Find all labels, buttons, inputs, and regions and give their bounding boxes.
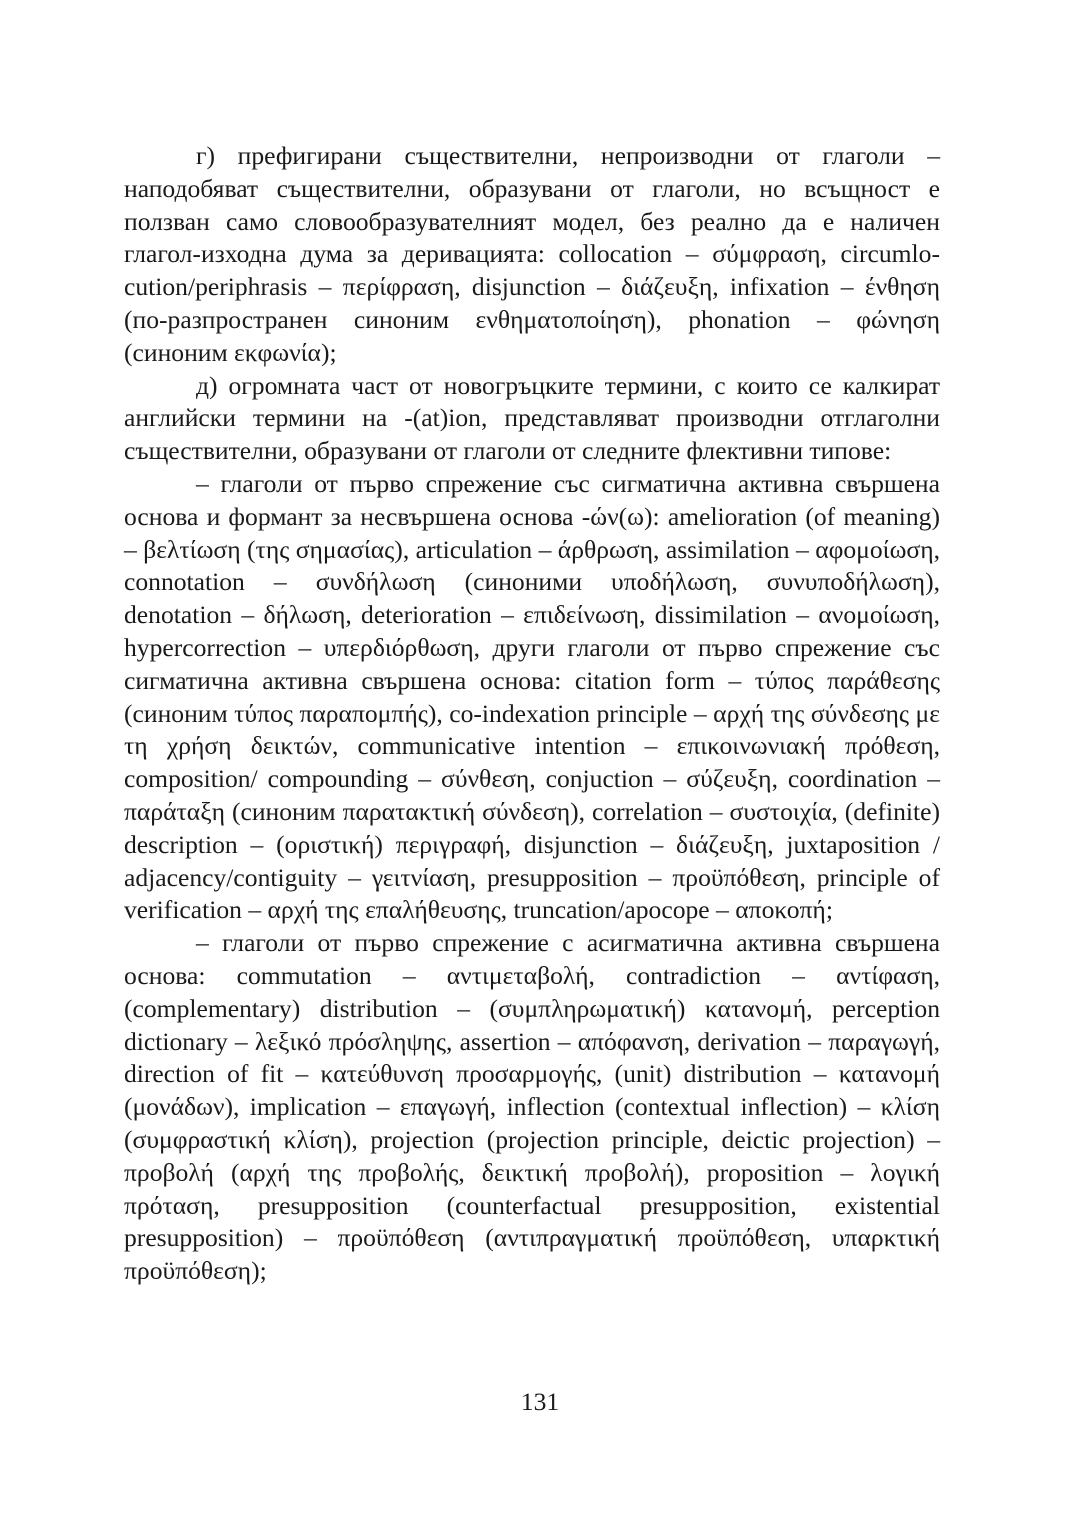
page-body: [124, 140, 940, 1288]
paragraph-sigmatic-verbs: – глаголи от първо спрежение със сигматична активна свършена основа и формант за несвършена основа -ών(ω): amelioration (of meaning) – βελτίωση (της σημασίας), articulation – άρθρωση, assimilation – αφομοίωση, connotation – συνδήλωση (синоними υποδήλωση, συνυποδήλωση), denotation – δήλωση, deterioration – επιδείνωση, dissimilation – ανομοίωση, hypercorrection – υπερδιόρθωση, други глаголи от първо спрежение със сигматична активна свършена основа: citation form – τύπος παράθεσης (синоним τύπος παραπομπής), co-indexation principle – αρχή της σύνδεσης με τη χρήση δεικτών, communicative intention – επικοινωνιακή πρόθεση, composition/ compounding – σύνθεση, conjuction – σύζευξη, coordination – παράταξη (синоним παρατακτική σύνδεση), correlation – συστοιχία, (definite) description – (οριστική) περιγραφή, disjunction – διάζευξη, juxtaposition / adjacency/contiguity – γειτνίαση, presupposition – προϋπόθεση, principle of verification – αρχή της επαλήθευσης, truncation/apocope – αποκοπή;: [124, 468, 940, 925]
paragraph-d: д) огромната част от новогръцките термини, с които се калкират английски термини на -(at)ion, представляват производни отглаголни съществителни, образувани от глаголи от следните флективни типове:: [124, 370, 940, 466]
page-number: 131: [520, 1387, 560, 1416]
paragraph-asigmatic-verbs: – глаголи от първо спрежение с асигматична активна свършена основа: commutation – αντιμεταβολή, contradiction – αντίφαση, (complementary) distribution – (συμπληρωματική) κατανομή, perception dictionary – λεξικό πρόσληψης, assertion – απόφανση, derivation – παραγωγή, direction of fit – κατεύθυνση προσαρμογής, (unit) distribution – κατανομή (μονάδων), implication – επαγωγή, inflection (contextual inflection) – κλίση (συμφραστική κλίση), projection (projection principle, deictic projection) – προβολή (αρχή της προβολής, δεικτική προβολή), proposition – λογική πρόταση, presupposition (counterfactual presupposition, existential presupposition) – προϋπόθεση (αντιπραγματική προϋπόθεση, υπαρκτική προϋπόθεση);: [124, 928, 940, 1286]
paragraph-g: г) префигирани съществителни, непроизводни от глаголи – наподобяват съществителни, образувани от глаголи, но всъщност е ползван само словообразувателният модел, без реално да е наличен глагол-изходна дума за деривацията: collocation – σύμφραση, circumlocution/periphrasis – περίφραση, disjunction – διάζευξη, infixation – ένθηση (по-разпространен синоним ενθηματοποίηση), phonation – φώνηση (синоним εκφωνία);: [124, 141, 940, 367]
